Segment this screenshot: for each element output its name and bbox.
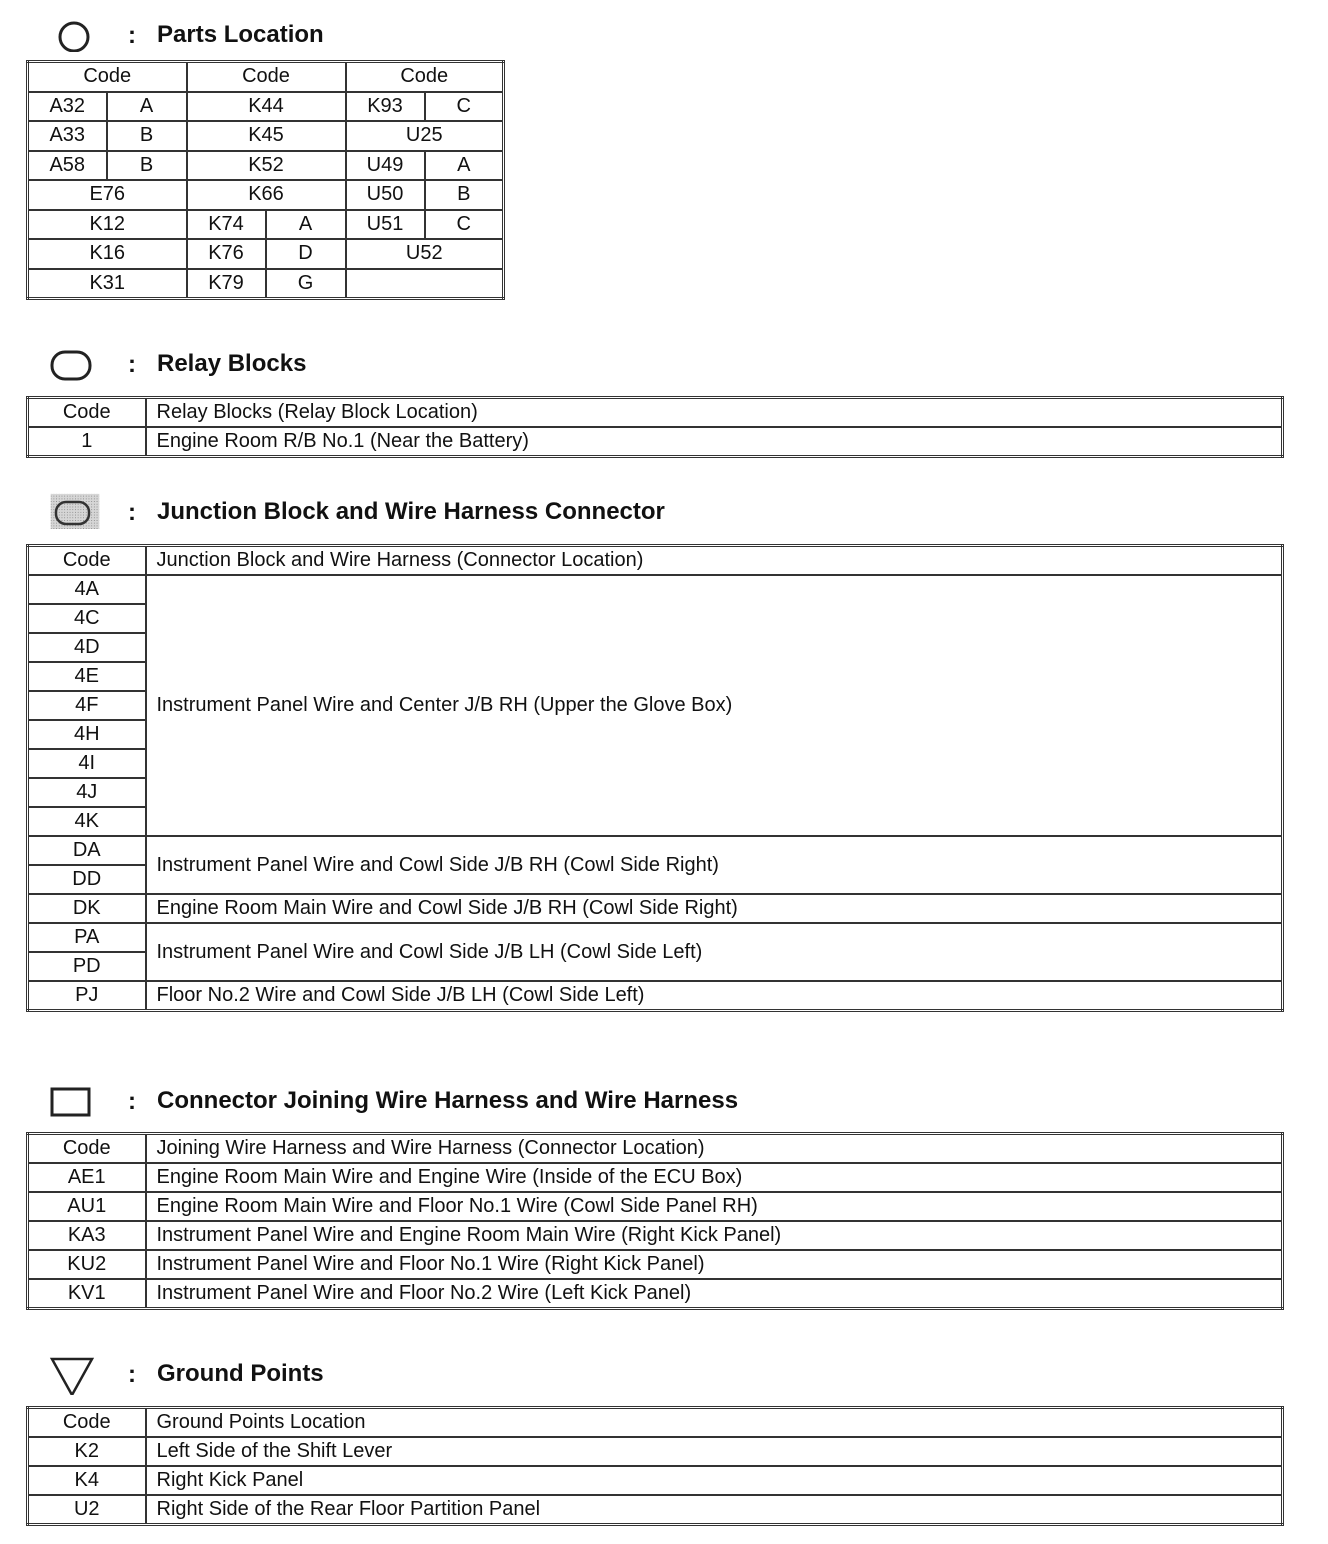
table-row [28, 427, 1283, 457]
column-header-code: Code [28, 1134, 146, 1164]
code-cell: U50 [346, 180, 425, 210]
location-cell: Left Side of the Shift Lever [146, 1437, 1283, 1466]
table-row [28, 1250, 1283, 1279]
connector-joining-heading [0, 1080, 1000, 1120]
code-cell: KV1 [28, 1279, 146, 1309]
code-cell: A33 [28, 121, 107, 151]
column-header-code: Code [346, 62, 504, 92]
location-cell: Instrument Panel Wire and Floor No.1 Wire (Right Kick Panel) [146, 1250, 1283, 1279]
table-row [28, 92, 504, 122]
code-cell: U2 [28, 1495, 146, 1525]
column-header-code: Code [28, 398, 146, 428]
table-row [28, 1279, 1283, 1309]
code-cell: K16 [28, 239, 187, 269]
code-cell: DA [28, 836, 146, 865]
code-cell: 4H [28, 720, 146, 749]
location-cell: Engine Room R/B No.1 (Near the Battery) [146, 427, 1283, 457]
code-cell: A [425, 151, 504, 181]
code-cell: G [266, 269, 346, 299]
table-row [28, 1466, 1283, 1495]
parts-location-table [26, 60, 505, 300]
table-row [28, 151, 504, 181]
code-cell: U25 [346, 121, 504, 151]
code-cell: C [425, 210, 504, 240]
table-row [28, 1495, 1283, 1525]
heading-colon: : [128, 22, 136, 49]
table-row [28, 1192, 1283, 1221]
code-cell: AU1 [28, 1192, 146, 1221]
table-row [28, 269, 504, 299]
code-cell: K52 [187, 151, 346, 181]
code-cell: E76 [28, 180, 187, 210]
column-header-code: Code [28, 1408, 146, 1438]
rounded-oval-icon [48, 345, 100, 381]
code-cell: C [425, 92, 504, 122]
location-cell: Instrument Panel Wire and Floor No.2 Wire (Left Kick Panel) [146, 1279, 1283, 1309]
table-row [28, 1163, 1283, 1192]
code-cell: B [107, 151, 187, 181]
junction-block-heading [0, 491, 1000, 531]
connector-joining-table [26, 1132, 1284, 1310]
code-cell: PJ [28, 981, 146, 1011]
location-cell: Floor No.2 Wire and Cowl Side J/B LH (Cowl Side Left) [146, 981, 1283, 1011]
table-row [28, 894, 1283, 923]
location-cell: Instrument Panel Wire and Center J/B RH (Upper the Glove Box) [146, 575, 1283, 836]
location-cell: Engine Room Main Wire and Floor No.1 Wire (Cowl Side Panel RH) [146, 1192, 1283, 1221]
heading-colon: : [128, 1361, 136, 1388]
code-cell: PA [28, 923, 146, 952]
code-cell: B [425, 180, 504, 210]
table-row [28, 210, 504, 240]
code-cell: A [266, 210, 346, 240]
column-header-location: Joining Wire Harness and Wire Harness (Connector Location) [146, 1134, 1283, 1164]
shaded-rounded-rect-icon [48, 493, 100, 529]
ground-points-table [26, 1406, 1284, 1526]
parts-location-heading [0, 14, 1000, 54]
table-row [28, 923, 1283, 952]
code-cell [346, 269, 504, 299]
code-cell: D [266, 239, 346, 269]
table-header-row [28, 62, 504, 92]
code-cell: 1 [28, 427, 146, 457]
code-cell: K79 [187, 269, 266, 299]
code-cell: U52 [346, 239, 504, 269]
relay-blocks-table [26, 396, 1284, 458]
code-cell: 4K [28, 807, 146, 836]
location-cell: Instrument Panel Wire and Engine Room Main Wire (Right Kick Panel) [146, 1221, 1283, 1250]
section-title: Ground Points [157, 1360, 324, 1387]
relay-blocks-heading [0, 343, 1000, 383]
code-cell: DD [28, 865, 146, 894]
table-row [28, 121, 504, 151]
code-cell: K76 [187, 239, 266, 269]
location-cell: Instrument Panel Wire and Cowl Side J/B RH (Cowl Side Right) [146, 836, 1283, 894]
table-row [28, 981, 1283, 1011]
triangle-down-icon [48, 1351, 100, 1395]
code-cell: K31 [28, 269, 187, 299]
table-row [28, 575, 1283, 604]
code-cell: K93 [346, 92, 425, 122]
table-header-row [28, 398, 1283, 428]
table-row [28, 180, 504, 210]
junction-block-table [26, 544, 1284, 1012]
section-title: Parts Location [157, 21, 324, 48]
column-header-code: Code [28, 62, 187, 92]
code-cell: KU2 [28, 1250, 146, 1279]
code-cell: 4D [28, 633, 146, 662]
heading-colon: : [128, 351, 136, 378]
code-cell: 4E [28, 662, 146, 691]
code-cell: K44 [187, 92, 346, 122]
code-cell: K66 [187, 180, 346, 210]
section-title: Relay Blocks [157, 350, 307, 377]
location-cell: Engine Room Main Wire and Engine Wire (Inside of the ECU Box) [146, 1163, 1283, 1192]
code-cell: AE1 [28, 1163, 146, 1192]
table-row [28, 1221, 1283, 1250]
code-cell: K2 [28, 1437, 146, 1466]
section-title: Connector Joining Wire Harness and Wire Harness [157, 1087, 739, 1114]
location-cell: Instrument Panel Wire and Cowl Side J/B LH (Cowl Side Left) [146, 923, 1283, 981]
table-header-row [28, 546, 1283, 576]
code-cell: K12 [28, 210, 187, 240]
code-cell: K45 [187, 121, 346, 151]
column-header-location: Junction Block and Wire Harness (Connector Location) [146, 546, 1283, 576]
code-cell: DK [28, 894, 146, 923]
code-cell: U51 [346, 210, 425, 240]
code-cell: 4F [28, 691, 146, 720]
rectangle-outline-icon [48, 1082, 100, 1118]
column-header-code: Code [187, 62, 346, 92]
ground-points-heading [0, 1353, 1000, 1393]
code-cell: 4J [28, 778, 146, 807]
code-cell: B [107, 121, 187, 151]
code-cell: PD [28, 952, 146, 981]
column-header-location: Ground Points Location [146, 1408, 1283, 1438]
heading-colon: : [128, 1088, 136, 1115]
code-cell: A58 [28, 151, 107, 181]
code-cell: K74 [187, 210, 266, 240]
table-header-row [28, 1408, 1283, 1438]
section-title: Junction Block and Wire Harness Connector [157, 498, 665, 525]
code-cell: U49 [346, 151, 425, 181]
table-header-row [28, 1134, 1283, 1164]
code-cell: KA3 [28, 1221, 146, 1250]
table-row [28, 1437, 1283, 1466]
heading-colon: : [128, 499, 136, 526]
location-cell: Right Kick Panel [146, 1466, 1283, 1495]
circle-outline-icon [48, 16, 100, 52]
location-cell: Engine Room Main Wire and Cowl Side J/B RH (Cowl Side Right) [146, 894, 1283, 923]
code-cell: 4I [28, 749, 146, 778]
code-cell: A32 [28, 92, 107, 122]
code-cell: 4C [28, 604, 146, 633]
column-header-code: Code [28, 546, 146, 576]
location-cell: Right Side of the Rear Floor Partition Panel [146, 1495, 1283, 1525]
code-cell: A [107, 92, 187, 122]
table-row [28, 239, 504, 269]
table-row [28, 836, 1283, 865]
column-header-location: Relay Blocks (Relay Block Location) [146, 398, 1283, 428]
code-cell: 4A [28, 575, 146, 604]
code-cell: K4 [28, 1466, 146, 1495]
